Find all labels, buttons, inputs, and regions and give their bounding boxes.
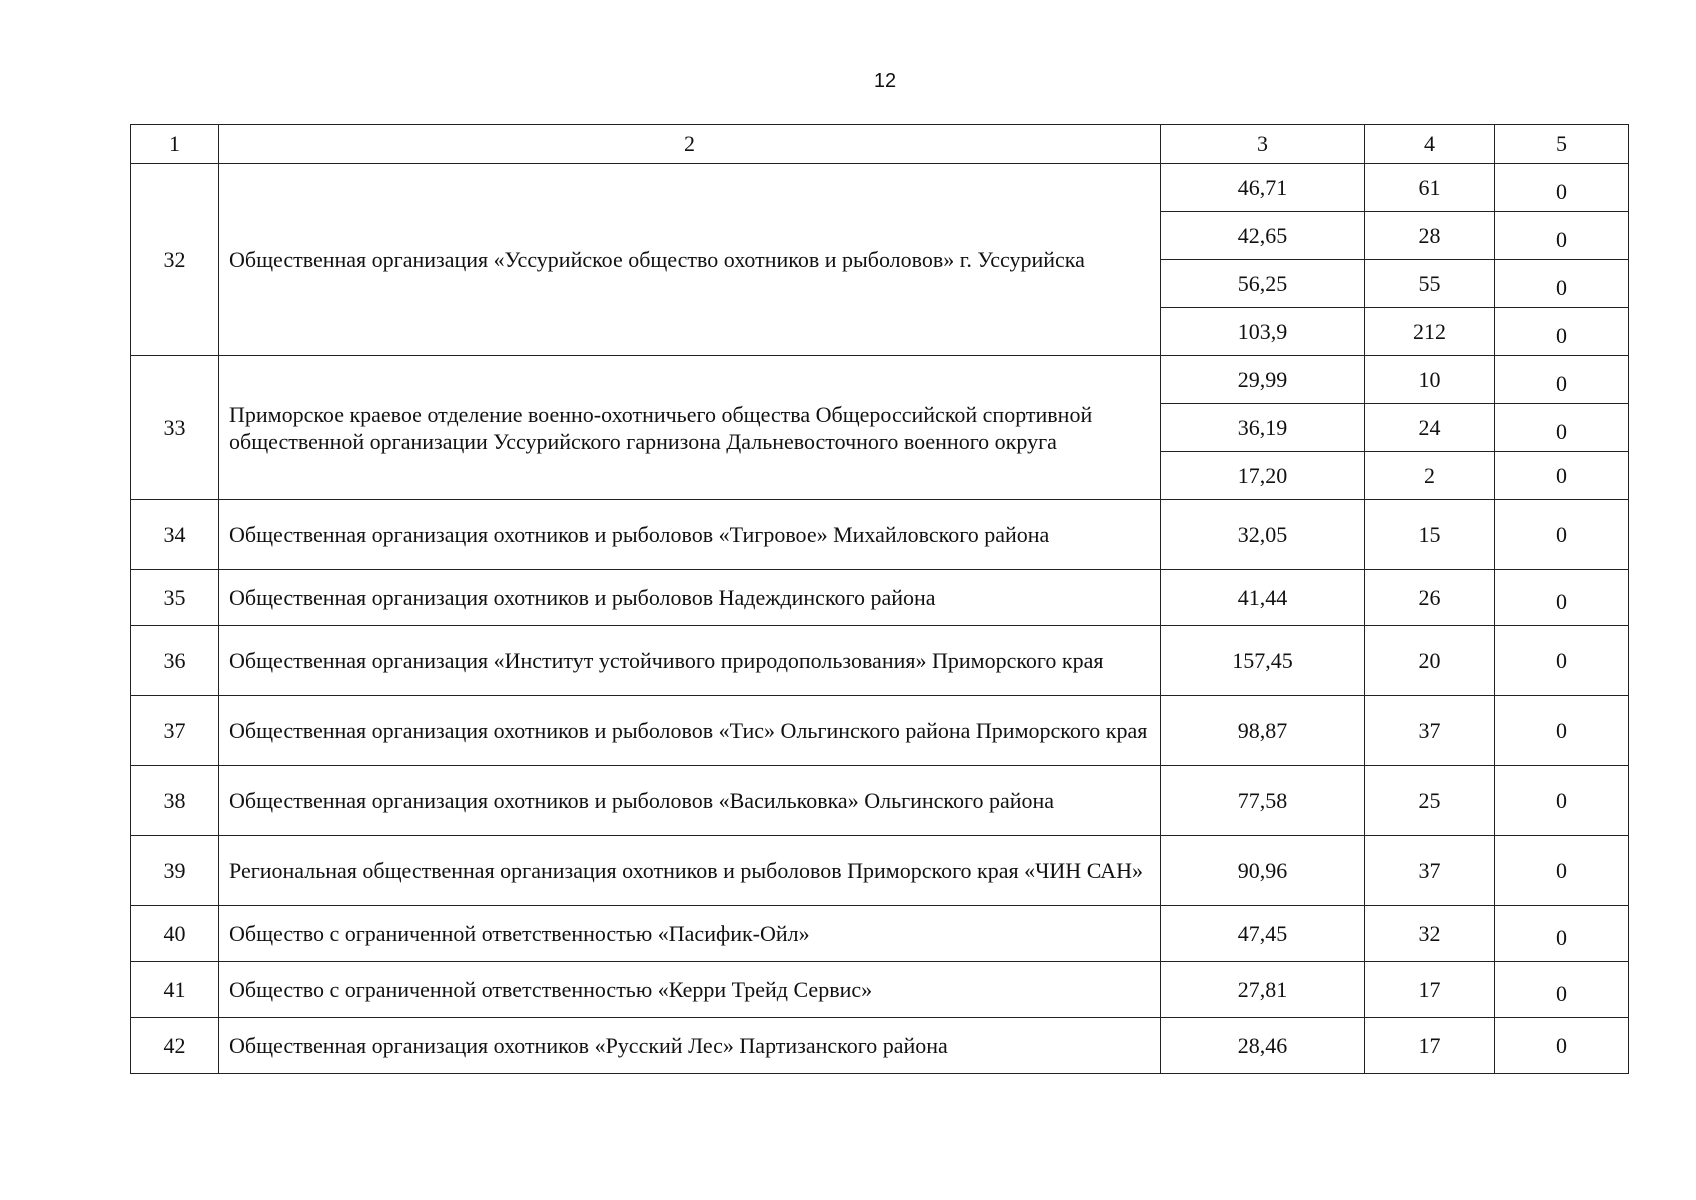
value-col5: 0	[1495, 626, 1629, 696]
row-number: 34	[131, 500, 219, 570]
table-row	[131, 836, 1629, 906]
value-col3: 157,45	[1161, 626, 1365, 696]
row-number: 35	[131, 570, 219, 626]
value-col5: 0	[1495, 260, 1629, 308]
value-col5: 0	[1495, 836, 1629, 906]
table-row	[131, 356, 1629, 404]
value-col5: 0	[1495, 404, 1629, 452]
value-col4: 25	[1365, 766, 1495, 836]
value-col4: 37	[1365, 696, 1495, 766]
value-col3: 42,65	[1161, 212, 1365, 260]
row-number: 37	[131, 696, 219, 766]
header-cell: 1	[131, 125, 219, 164]
header-cell: 2	[219, 125, 1161, 164]
organization-name: Общественная организация охотников и рыболовов «Тис» Ольгинского района Приморского края	[219, 696, 1161, 766]
value-col3: 32,05	[1161, 500, 1365, 570]
value-col5: 0	[1495, 356, 1629, 404]
value-col4: 2	[1365, 452, 1495, 500]
table-header-row	[131, 125, 1629, 164]
value-col5: 0	[1495, 906, 1629, 962]
value-col5: 0	[1495, 452, 1629, 500]
row-number: 41	[131, 962, 219, 1018]
value-col5: 0	[1495, 766, 1629, 836]
row-number: 38	[131, 766, 219, 836]
row-number: 33	[131, 356, 219, 500]
table-row	[131, 1018, 1629, 1074]
table-row	[131, 766, 1629, 836]
value-col4: 61	[1365, 164, 1495, 212]
header-cell: 5	[1495, 125, 1629, 164]
organization-name: Общественная организация охотников «Русский Лес» Партизанского района	[219, 1018, 1161, 1074]
value-col4: 37	[1365, 836, 1495, 906]
table-row	[131, 164, 1629, 212]
row-number: 39	[131, 836, 219, 906]
value-col4: 10	[1365, 356, 1495, 404]
organization-name: Общественная организация охотников и рыболовов «Тигровое» Михайловского района	[219, 500, 1161, 570]
value-col3: 17,20	[1161, 452, 1365, 500]
value-col5: 0	[1495, 500, 1629, 570]
organizations-table	[130, 124, 1629, 1074]
row-number: 36	[131, 626, 219, 696]
organization-name: Общественная организация охотников и рыболовов Надеждинского района	[219, 570, 1161, 626]
value-col5: 0	[1495, 696, 1629, 766]
table-row	[131, 626, 1629, 696]
value-col5: 0	[1495, 164, 1629, 212]
organization-name: Региональная общественная организация охотников и рыболовов Приморского края «ЧИН САН»	[219, 836, 1161, 906]
organization-name: Общество с ограниченной ответственностью «Пасифик-Ойл»	[219, 906, 1161, 962]
value-col4: 20	[1365, 626, 1495, 696]
header-cell: 3	[1161, 125, 1365, 164]
value-col4: 15	[1365, 500, 1495, 570]
value-col5: 0	[1495, 1018, 1629, 1074]
value-col3: 29,99	[1161, 356, 1365, 404]
row-number: 42	[131, 1018, 219, 1074]
value-col3: 77,58	[1161, 766, 1365, 836]
value-col4: 17	[1365, 1018, 1495, 1074]
value-col3: 46,71	[1161, 164, 1365, 212]
value-col4: 17	[1365, 962, 1495, 1018]
value-col3: 90,96	[1161, 836, 1365, 906]
value-col3: 98,87	[1161, 696, 1365, 766]
value-col5: 0	[1495, 962, 1629, 1018]
value-col3: 103,9	[1161, 308, 1365, 356]
value-col4: 32	[1365, 906, 1495, 962]
table-row	[131, 500, 1629, 570]
value-col3: 27,81	[1161, 962, 1365, 1018]
value-col3: 28,46	[1161, 1018, 1365, 1074]
row-number: 40	[131, 906, 219, 962]
table-row	[131, 906, 1629, 962]
organization-name: Общество с ограниченной ответственностью «Керри Трейд Сервис»	[219, 962, 1161, 1018]
value-col4: 24	[1365, 404, 1495, 452]
value-col3: 41,44	[1161, 570, 1365, 626]
organization-name: Общественная организация «Институт устойчивого природопользования» Приморского края	[219, 626, 1161, 696]
page-number: 12	[873, 70, 897, 92]
header-cell: 4	[1365, 125, 1495, 164]
organization-name: Общественная организация «Уссурийское общество охотников и рыболовов» г. Уссурийска	[219, 164, 1161, 356]
value-col4: 26	[1365, 570, 1495, 626]
value-col4: 212	[1365, 308, 1495, 356]
value-col5: 0	[1495, 570, 1629, 626]
value-col4: 28	[1365, 212, 1495, 260]
row-number: 32	[131, 164, 219, 356]
value-col3: 56,25	[1161, 260, 1365, 308]
value-col5: 0	[1495, 212, 1629, 260]
organization-name: Общественная организация охотников и рыболовов «Васильковка» Ольгинского района	[219, 766, 1161, 836]
table-row	[131, 696, 1629, 766]
value-col3: 36,19	[1161, 404, 1365, 452]
table-row	[131, 570, 1629, 626]
table-row	[131, 962, 1629, 1018]
organization-name: Приморское краевое отделение военно-охотничьего общества Общероссийской спортивной общественной организации Уссурийского гарнизона Дальневосточного военного округа	[219, 356, 1161, 500]
value-col4: 55	[1365, 260, 1495, 308]
value-col5: 0	[1495, 308, 1629, 356]
value-col3: 47,45	[1161, 906, 1365, 962]
